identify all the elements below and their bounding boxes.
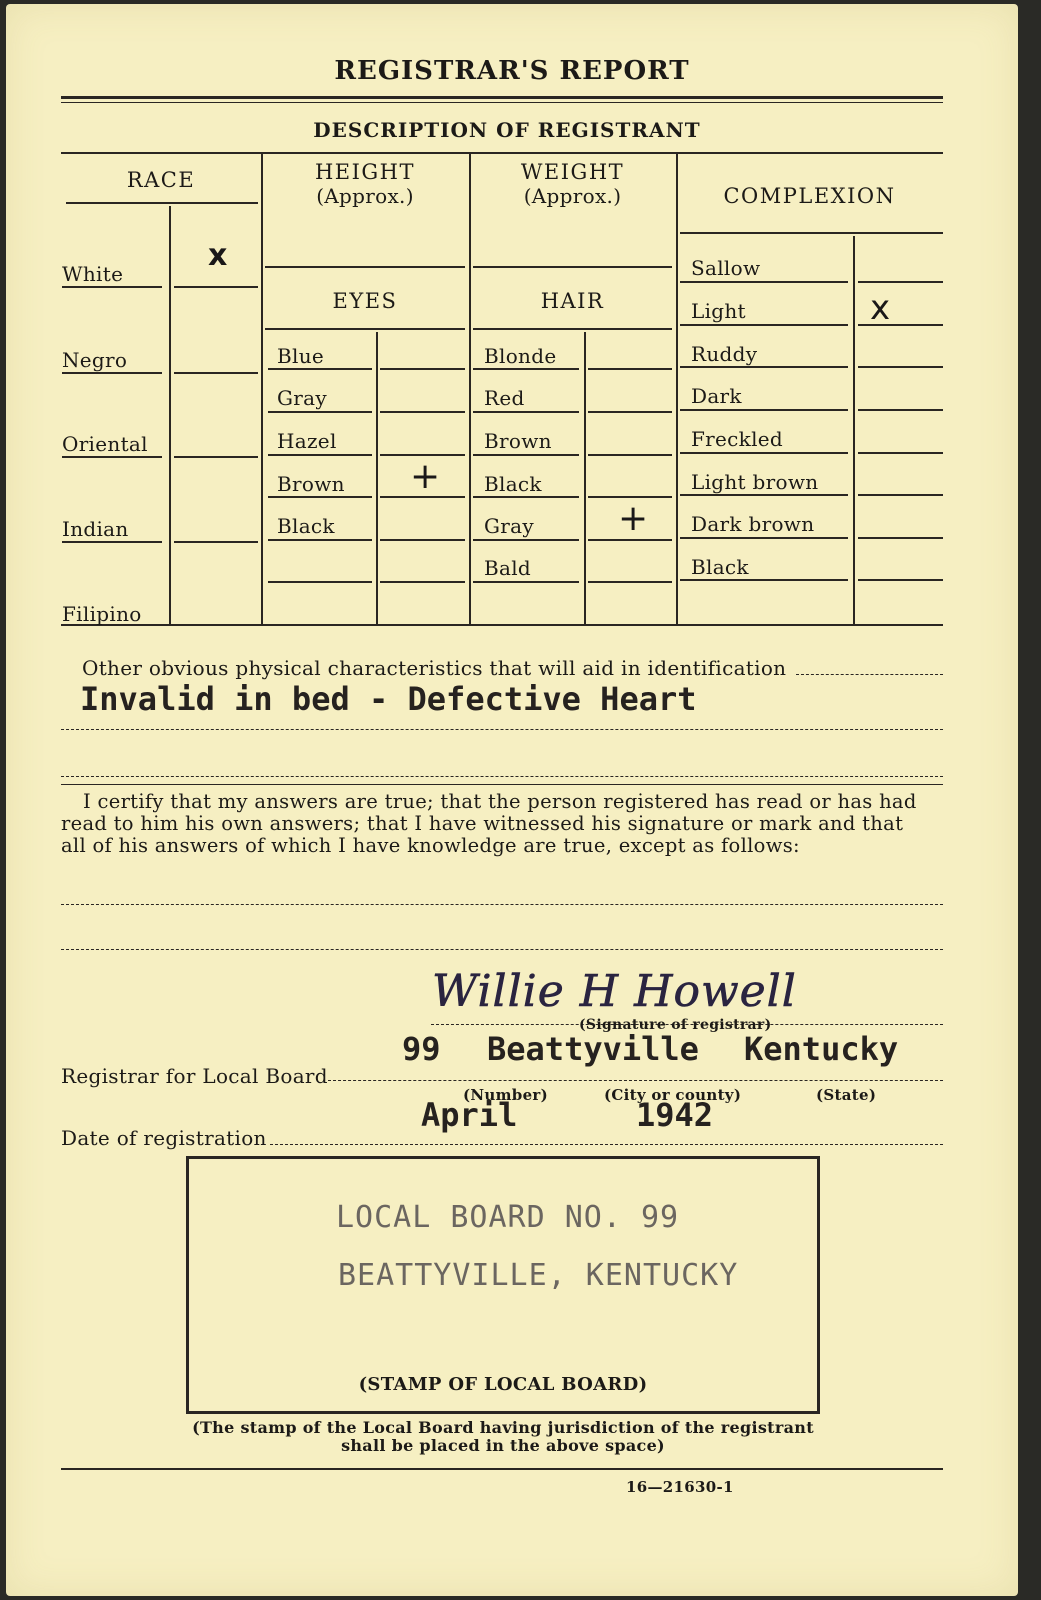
date-month: April: [421, 1096, 518, 1134]
stamp-note-line-1: (The stamp of the Local Board having jurisdiction of the registrant: [192, 1418, 814, 1437]
city-caption: (City or county): [604, 1086, 742, 1104]
race-white-mark: x: [208, 238, 228, 273]
report-title: REGISTRAR'S REPORT: [334, 56, 690, 86]
race-header: RACE: [126, 168, 196, 192]
registrar-number: 99: [402, 1030, 441, 1068]
hair-blonde: Blonde: [484, 344, 557, 368]
hair-brown: Brown: [484, 429, 552, 453]
complexion-ruddy: Ruddy: [691, 342, 758, 366]
race-white: White: [62, 262, 124, 286]
complexion-dark-brown: Dark brown: [691, 512, 815, 536]
complexion-black: Black: [691, 555, 749, 579]
signature-text: Willie H Howell: [432, 966, 797, 1017]
number-caption: (Number): [463, 1086, 549, 1104]
stamp-note-line-2: shall be placed in the above space): [341, 1436, 665, 1455]
complexion-light: Light: [691, 299, 746, 323]
title-rule-top: [61, 96, 943, 99]
certify-line-1: I certify that my answers are true; that the person registered has read or has had: [83, 790, 917, 813]
registration-card: [6, 4, 1018, 1596]
date-label: Date of registration: [61, 1126, 267, 1150]
stamp-line-2: BEATTYVILLE, KENTUCKY: [338, 1258, 739, 1293]
stamp-caption: (STAMP OF LOCAL BOARD): [358, 1374, 648, 1395]
weight-header: WEIGHT: [520, 160, 625, 184]
other-characteristics-value: Invalid in bed - Defective Heart: [80, 680, 697, 718]
height-header: HEIGHT: [314, 160, 416, 184]
race-negro: Negro: [62, 348, 128, 372]
complexion-freckled: Freckled: [691, 427, 784, 451]
eyes-blue: Blue: [277, 344, 325, 368]
hair-red: Red: [484, 386, 525, 410]
certify-line-3: all of his answers of which I have knowledge are true, except as follows:: [61, 834, 800, 857]
hair-gray: Gray: [484, 514, 534, 538]
state-caption: (State): [816, 1086, 877, 1104]
registrar-city: Beattyville: [487, 1030, 699, 1068]
complexion-sallow: Sallow: [691, 256, 761, 280]
eyes-black: Black: [277, 514, 335, 538]
complexion-header: COMPLEXION: [723, 184, 896, 208]
race-filipino: Filipino: [62, 602, 142, 626]
section-title: DESCRIPTION OF REGISTRANT: [313, 118, 701, 142]
eyes-hazel: Hazel: [277, 429, 337, 453]
race-indian: Indian: [62, 517, 129, 541]
height-approx: (Approx.): [316, 184, 414, 208]
eyes-brown-mark: +: [410, 456, 441, 497]
stamp-line-1: LOCAL BOARD NO. 99: [336, 1200, 680, 1235]
other-characteristics-label: Other obvious physical characteristics that will aid in identification: [82, 656, 787, 680]
eyes-header: EYES: [332, 289, 398, 313]
form-number: 16—21630-1: [626, 1478, 734, 1496]
signature-caption: (Signature of registrar): [579, 1017, 772, 1033]
complexion-light-brown: Light brown: [691, 470, 819, 494]
complexion-light-mark: x: [870, 288, 891, 328]
eyes-gray: Gray: [277, 386, 327, 410]
hair-bald: Bald: [484, 556, 532, 580]
eyes-brown: Brown: [277, 472, 345, 496]
race-oriental: Oriental: [62, 432, 148, 456]
weight-approx: (Approx.): [523, 184, 622, 208]
date-year: 1942: [636, 1096, 714, 1134]
hair-gray-mark: +: [618, 498, 649, 539]
hair-black: Black: [484, 472, 542, 496]
certify-line-2: read to him his own answers; that I have witnessed his signature or mark and that: [61, 812, 904, 835]
complexion-dark: Dark: [691, 384, 742, 408]
registrar-label: Registrar for Local Board: [61, 1064, 328, 1088]
title-rule-bottom: [61, 102, 943, 103]
hair-header: HAIR: [540, 289, 605, 313]
registrar-state: Kentucky: [744, 1030, 899, 1068]
